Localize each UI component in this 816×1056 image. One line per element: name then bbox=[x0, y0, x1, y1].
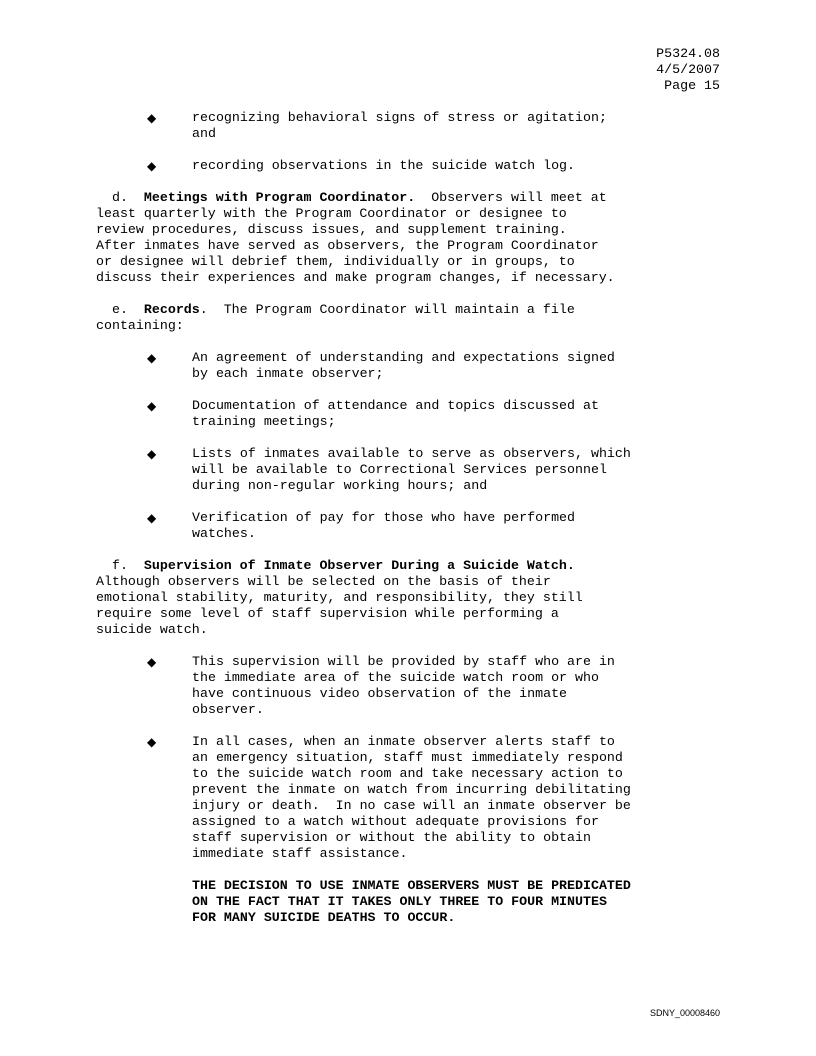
section-d-heading: Meetings with Program Coordinator. bbox=[143, 190, 416, 205]
diamond-bullet-icon: ◆ bbox=[147, 655, 157, 669]
diamond-bullet-icon: ◆ bbox=[147, 447, 157, 461]
list-item-text: Verification of pay for those who have performed watches. bbox=[192, 510, 576, 541]
list-item bbox=[96, 158, 736, 174]
diamond-bullet-icon: ◆ bbox=[147, 159, 157, 173]
list-item bbox=[96, 446, 736, 494]
emphasis-text: THE DECISION TO USE INMATE OBSERVERS MUST BE PREDICATED ON THE FACT THAT IT TAKES ONLY THREE TO FOUR MINUTES FOR MANY SUICIDE DEATHS TO OCCUR. bbox=[192, 878, 631, 925]
doc-date: 4/5/2007 bbox=[656, 62, 720, 77]
section-f-label: f. bbox=[111, 558, 128, 573]
section-d-label: d. bbox=[111, 190, 128, 205]
doc-number: P5324.08 bbox=[656, 46, 720, 61]
list-item-text: This supervision will be provided by staff who are in the immediate area of the suicide watch room or who have continuous video observation of the inmate observer. bbox=[192, 654, 615, 717]
list-item bbox=[96, 510, 736, 542]
list-item bbox=[96, 110, 736, 142]
section-f-heading: Supervision of Inmate Observer During a Suicide Watch. bbox=[143, 558, 575, 573]
diamond-bullet-icon: ◆ bbox=[147, 111, 157, 125]
list-item bbox=[96, 734, 736, 862]
section-f-paragraph bbox=[96, 558, 736, 638]
list-item-text: In all cases, when an inmate observer alerts staff to an emergency situation, staff must immediately respond to the suicide watch room and take necessary action to prevent the inmate on watch from incurring debilitating injury or death. In no case will an inmate observer be assigned to a watch without adequate provisions for staff supervision or without the ability to obtain immediate staff assistance. bbox=[192, 734, 631, 861]
section-e-text: . The Program Coordinator will maintain a file containing: bbox=[96, 302, 575, 333]
emphasis-block bbox=[96, 878, 736, 926]
section-d-paragraph bbox=[96, 190, 736, 286]
document-body bbox=[96, 110, 736, 926]
list-item-text: recording observations in the suicide watch log. bbox=[192, 158, 576, 173]
diamond-bullet-icon: ◆ bbox=[147, 735, 157, 749]
diamond-bullet-icon: ◆ bbox=[147, 399, 157, 413]
list-item-text: Lists of inmates available to serve as observers, which will be available to Correctional Services personnel during non-regular working hours; and bbox=[192, 446, 631, 493]
list-item-text: recognizing behavioral signs of stress or agitation; and bbox=[192, 110, 607, 141]
list-item bbox=[96, 654, 736, 718]
diamond-bullet-icon: ◆ bbox=[147, 511, 157, 525]
diamond-bullet-icon: ◆ bbox=[147, 351, 157, 365]
section-f-text: Although observers will be selected on the basis of their emotional stability, maturity, and responsibility, they still require some level of staff supervision while performing a suicide watch. bbox=[96, 574, 583, 637]
list-item-text: Documentation of attendance and topics discussed at training meetings; bbox=[192, 398, 599, 429]
section-d-text: Observers will meet at least quarterly with the Program Coordinator or designee to review procedures, discuss issues, and supplement training. After inmates have served as observers, the Program Coordinator or designee will debrief them, individually or in groups, to discuss their experiences and make program changes, if necessary. bbox=[96, 190, 615, 285]
section-e-paragraph bbox=[96, 302, 736, 334]
section-e-label: e. bbox=[111, 302, 128, 317]
list-item-text: An agreement of understanding and expectations signed by each inmate observer; bbox=[192, 350, 615, 381]
list-item bbox=[96, 350, 736, 382]
list-item bbox=[96, 398, 736, 430]
page-number: Page 15 bbox=[664, 78, 720, 93]
page-header bbox=[656, 46, 720, 94]
section-e-heading: Records bbox=[143, 302, 200, 317]
bates-number: SDNY_00008460 bbox=[649, 1008, 720, 1018]
